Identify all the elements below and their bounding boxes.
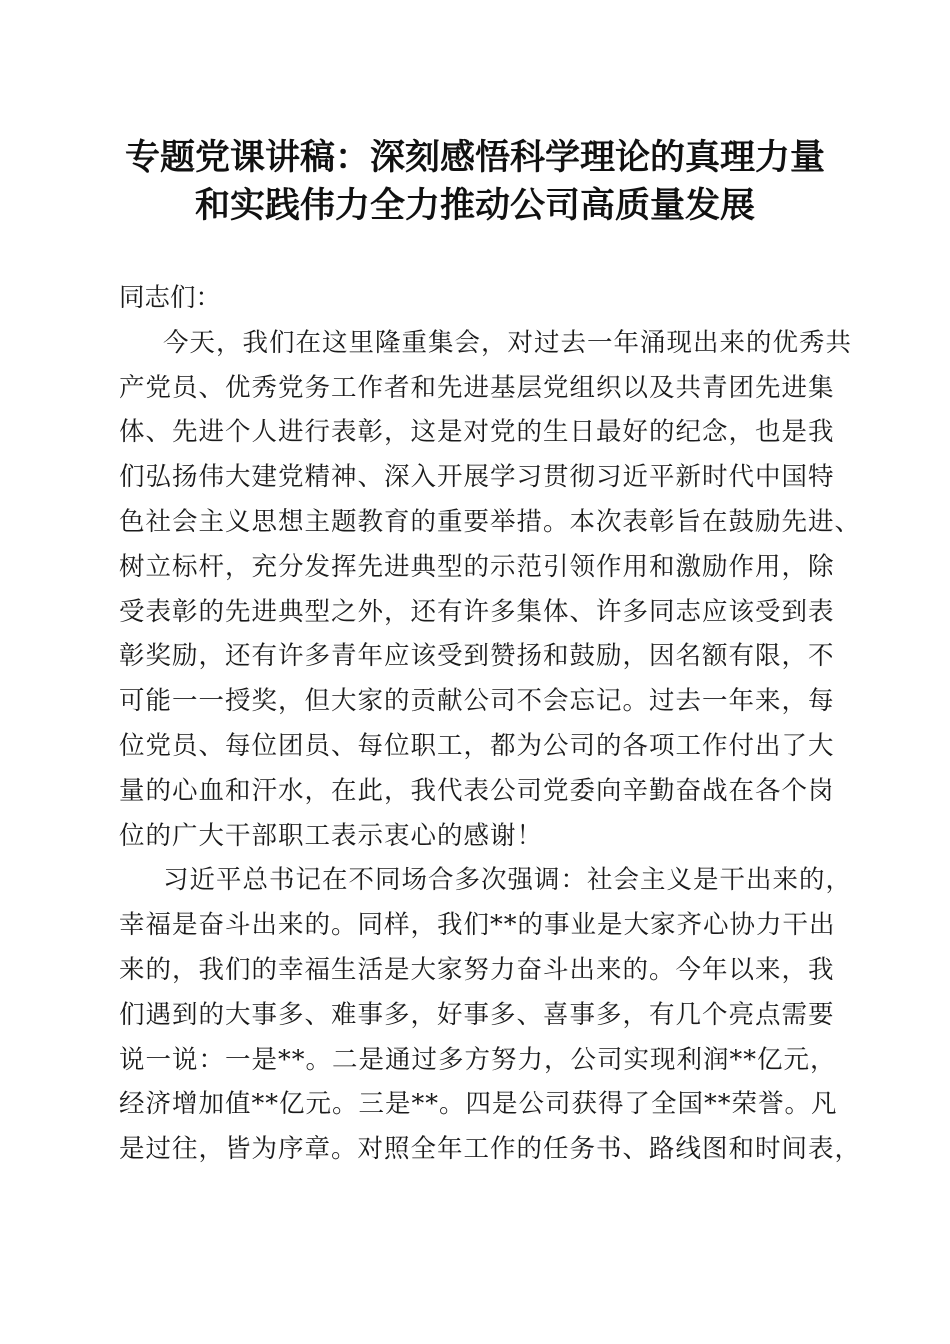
paragraph-line: 们遇到的大事多、难事多，好事多、喜事多，有几个亮点需要 bbox=[119, 999, 835, 1030]
paragraph-line: 幸福是奋斗出来的。同样，我们**的事业是大家齐心协力干出 bbox=[119, 910, 836, 941]
paragraph-line: 是过往，皆为序章。对照全年工作的任务书、路线图和时间表， bbox=[119, 1134, 862, 1165]
paragraph-line: 体、先进个人进行表彰，这是对党的生日最好的纪念，也是我 bbox=[119, 417, 835, 448]
paragraph-1 bbox=[119, 321, 862, 859]
paragraph-line: 产党员、优秀党务工作者和先进基层党组织以及共青团先进集 bbox=[119, 372, 835, 403]
paragraph-2 bbox=[119, 858, 862, 1172]
paragraph-line: 来的，我们的幸福生活是大家努力奋斗出来的。今年以来，我 bbox=[119, 954, 835, 985]
paragraph-line: 说一说：一是**。二是通过多方努力，公司实现利润**亿元， bbox=[119, 1044, 837, 1075]
paragraph-line: 们弘扬伟大建党精神、深入开展学习贯彻习近平新时代中国特 bbox=[119, 462, 835, 493]
document-title bbox=[100, 134, 850, 230]
paragraph-line: 彰奖励，还有许多青年应该受到赞扬和鼓励，因名额有限，不 bbox=[119, 641, 835, 672]
paragraph-line: 位党员、每位团员、每位职工，都为公司的各项工作付出了大 bbox=[119, 730, 835, 761]
salutation: 同志们： bbox=[119, 283, 222, 313]
paragraph-line: 位的广大干部职工表示衷心的感谢！ bbox=[119, 820, 544, 851]
paragraph-line: 色社会主义思想主题教育的重要举措。本次表彰旨在鼓励先进、 bbox=[119, 506, 862, 537]
document-body bbox=[119, 276, 862, 1172]
paragraph-line: 量的心血和汗水，在此，我代表公司党委向辛勤奋战在各个岗 bbox=[119, 775, 835, 806]
title-line-1: 专题党课讲稿：深刻感悟科学理论的真理力量 bbox=[124, 137, 825, 178]
paragraph-line: 习近平总书记在不同场合多次强调：社会主义是干出来的， bbox=[163, 865, 853, 896]
paragraph-line: 经济增加值**亿元。三是**。四是公司获得了全国**荣誉。凡 bbox=[119, 1089, 838, 1120]
paragraph-line: 今天，我们在这里隆重集会，对过去一年涌现出来的优秀共 bbox=[163, 327, 853, 358]
paragraph-line: 受表彰的先进典型之外，还有许多集体、许多同志应该受到表 bbox=[119, 596, 835, 627]
paragraph-line: 树立标杆，充分发挥先进典型的示范引领作用和激励作用，除 bbox=[119, 551, 835, 582]
paragraph-line: 可能一一授奖，但大家的贡献公司不会忘记。过去一年来，每 bbox=[119, 686, 835, 717]
title-line-2: 和实践伟力全力推动公司高质量发展 bbox=[194, 185, 755, 226]
